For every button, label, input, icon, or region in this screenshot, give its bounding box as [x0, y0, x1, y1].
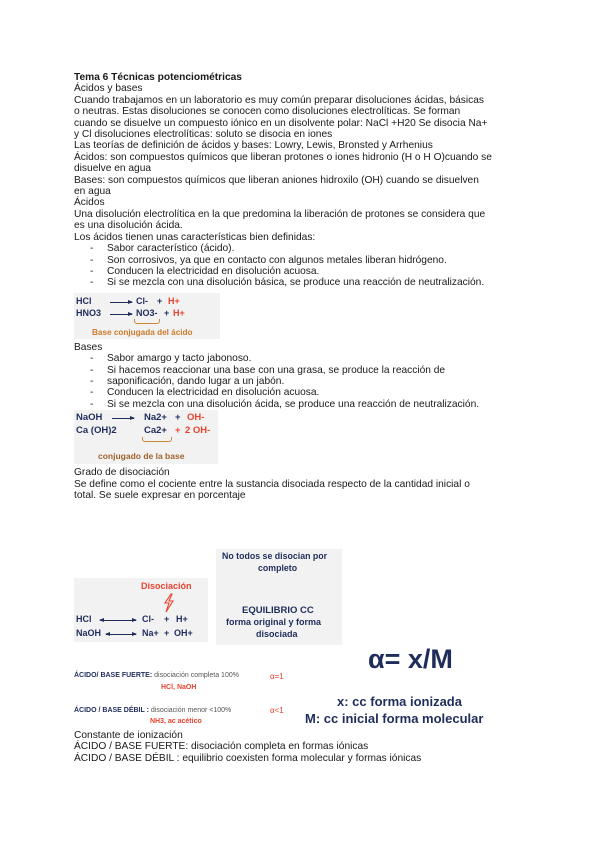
- reaction-arrow: [112, 418, 134, 419]
- equilibrio-line: No todos se disocian por: [222, 551, 328, 561]
- strong-alpha: α=1: [270, 672, 284, 681]
- cl-ion: Cl-: [142, 614, 154, 624]
- strong-description: disociación completa 100%: [154, 672, 239, 679]
- section-heading-grado: Grado de disociación: [74, 467, 170, 479]
- naoh-formula: NaOH: [76, 628, 102, 638]
- plus-sign: +: [175, 425, 181, 437]
- strength-weak: [74, 706, 231, 715]
- base-dissociation-figure: [74, 410, 218, 464]
- list-item: - Conducen la electricidad en disolución acuosa.: [74, 266, 534, 277]
- weak-label: ÁCIDO / BASE DÉBIL :: [74, 707, 149, 714]
- base-figure-caption: conjugado de la base: [98, 451, 185, 462]
- alpha-formula: α= x/M: [368, 644, 453, 674]
- strength-strong: [74, 671, 239, 680]
- h-ion: H+: [173, 307, 185, 318]
- plus-sign: +: [157, 295, 163, 306]
- no3-ion: NO3-: [136, 307, 158, 318]
- acidos-list: [74, 243, 534, 289]
- oh-ion: 2 OH-: [185, 425, 211, 437]
- equilibrio-heading: EQUILIBRIO CC: [242, 605, 314, 616]
- oh-ion: OH+: [174, 628, 193, 638]
- hno3-formula: HNO3: [76, 307, 102, 318]
- conjugate-brace: [142, 437, 172, 442]
- section-heading-acidos: Ácidos: [74, 197, 105, 209]
- reaction-arrow: [110, 302, 132, 303]
- weak-alpha: α<1: [270, 706, 284, 715]
- caoh2-formula: Ca (OH)2: [76, 425, 117, 437]
- reaction-arrow: [110, 314, 132, 315]
- list-item: - Si hacemos reaccionar una base con una grasa, se produce la reacción de: [74, 365, 534, 376]
- h-ion: H+: [168, 295, 180, 306]
- section-heading-bases: Bases: [74, 341, 103, 353]
- constante-heading: Constante de ionización: [74, 730, 183, 741]
- lightning-icon: [162, 593, 176, 613]
- list-item: - Son corrosivos, ya que en contacto con algunos metales liberan hidrógeno.: [74, 255, 534, 266]
- list-item: - Sabor característico (ácido).: [74, 243, 534, 254]
- plus-sign: +: [175, 412, 181, 424]
- hcl-formula: HCl: [76, 295, 92, 306]
- strong-label: ÁCIDO/ BASE FUERTE:: [74, 672, 153, 679]
- list-item: - Si se mezcla con una disolución ácida, se produce una reacción de neutralización.: [74, 399, 534, 410]
- acidos-line: es una disolución ácida.: [74, 220, 183, 232]
- list-item: [74, 376, 534, 387]
- x-definition: x: cc forma ionizada: [337, 694, 462, 709]
- list-item-continuation: saponificación, dando lugar a un jabón.: [107, 375, 285, 387]
- strong-examples: HCl, NaOH: [161, 684, 197, 691]
- disociacion-label: Disociación: [141, 581, 192, 591]
- grado-line: Se define como el cociente entre la sustancia disociada respecto de la cantidad inicial o: [74, 478, 470, 490]
- equilibrio-line: forma original y forma: [226, 617, 322, 627]
- h-ion: H+: [176, 614, 188, 624]
- constante-line: ÁCIDO / BASE DÉBIL : equilibrio coexisten forma molecular y formas iónicas: [74, 752, 422, 764]
- equilibrio-line: disociada: [256, 629, 298, 639]
- hcl-formula: HCl: [76, 614, 92, 624]
- reversible-arrow: [100, 620, 136, 621]
- constante-line: ÁCIDO / BASE FUERTE: disociación completa en formas iónicas: [74, 741, 369, 753]
- acid-figure-caption: Base conjugada del ácido: [92, 327, 193, 337]
- plus-sign: +: [164, 614, 170, 624]
- intro-line: o neutras. Estas disoluciones se conocen como disoluciones electrolíticas. Se forman: [74, 106, 461, 118]
- intro-line: disuelve en agua: [74, 163, 152, 175]
- list-item: - Sabor amargo y tacto jabonoso.: [74, 353, 534, 364]
- acid-dissociation-figure: [74, 293, 220, 339]
- weak-examples: NH3, ac acético: [150, 718, 202, 725]
- intro-line: y Cl disoluciones electrolíticas: soluto se disocia en iones: [74, 129, 333, 141]
- constante-section: [74, 730, 421, 764]
- naoh-formula: NaOH: [76, 412, 103, 424]
- plus-sign: +: [164, 628, 170, 638]
- document-page: [74, 72, 534, 501]
- intro-line: Bases: son compuestos químicos que liberan aniones hidroxilo (OH) cuando se disuelven: [74, 174, 479, 186]
- intro-line: en agua: [74, 186, 111, 198]
- list-item: - Si se mezcla con una disolución básica, se produce una reacción de neutralización.: [74, 277, 534, 288]
- intro-line: cuando se disuelve un compuesto iónico en un disolvente polar: NaCl +H20 Se disocia Na+: [74, 117, 488, 129]
- grado-line: total. Se suele expresar en porcentaje: [74, 489, 246, 501]
- acidos-line: Una disolución electrolítica en la que predomina la liberación de protones se considera que: [74, 208, 486, 220]
- intro-line: Las teorías de definición de ácidos y bases: Lowry, Lewis, Bronsted y Arrhenius: [74, 140, 433, 152]
- intro-line: Ácidos: son compuestos químicos que liberan protones o iones hidronio (H o H O)cuando se: [74, 151, 492, 163]
- oh-ion: OH-: [187, 412, 205, 424]
- intro-line: Cuando trabajamos en un laboratorio es muy común preparar disoluciones ácidas, básicas: [74, 94, 484, 106]
- cl-ion: Cl-: [136, 295, 148, 306]
- section-heading-acidos-bases: Ácidos y bases: [74, 83, 143, 95]
- conjugate-brace: [134, 319, 160, 324]
- list-item: - Conducen la electricidad en disolución acuosa.: [74, 387, 534, 398]
- equilibrio-line: completo: [258, 563, 298, 573]
- weak-description: disociación menor <100%: [150, 707, 232, 714]
- m-definition: M: cc inicial forma molecular: [305, 711, 484, 726]
- bases-list: [74, 353, 534, 410]
- ca-ion: Ca2+: [144, 425, 167, 437]
- plus-sign: +: [164, 307, 170, 318]
- na-ion: Na+: [142, 628, 159, 638]
- reversible-arrow: [106, 634, 136, 635]
- na-ion: Na2+: [144, 412, 167, 424]
- equilibrio-figure: [216, 549, 342, 645]
- acidos-line: Los ácidos tienen unas características bien definidas:: [74, 231, 316, 243]
- disociacion-figure: [74, 578, 208, 642]
- page-title: Tema 6 Técnicas potenciométricas: [74, 72, 242, 83]
